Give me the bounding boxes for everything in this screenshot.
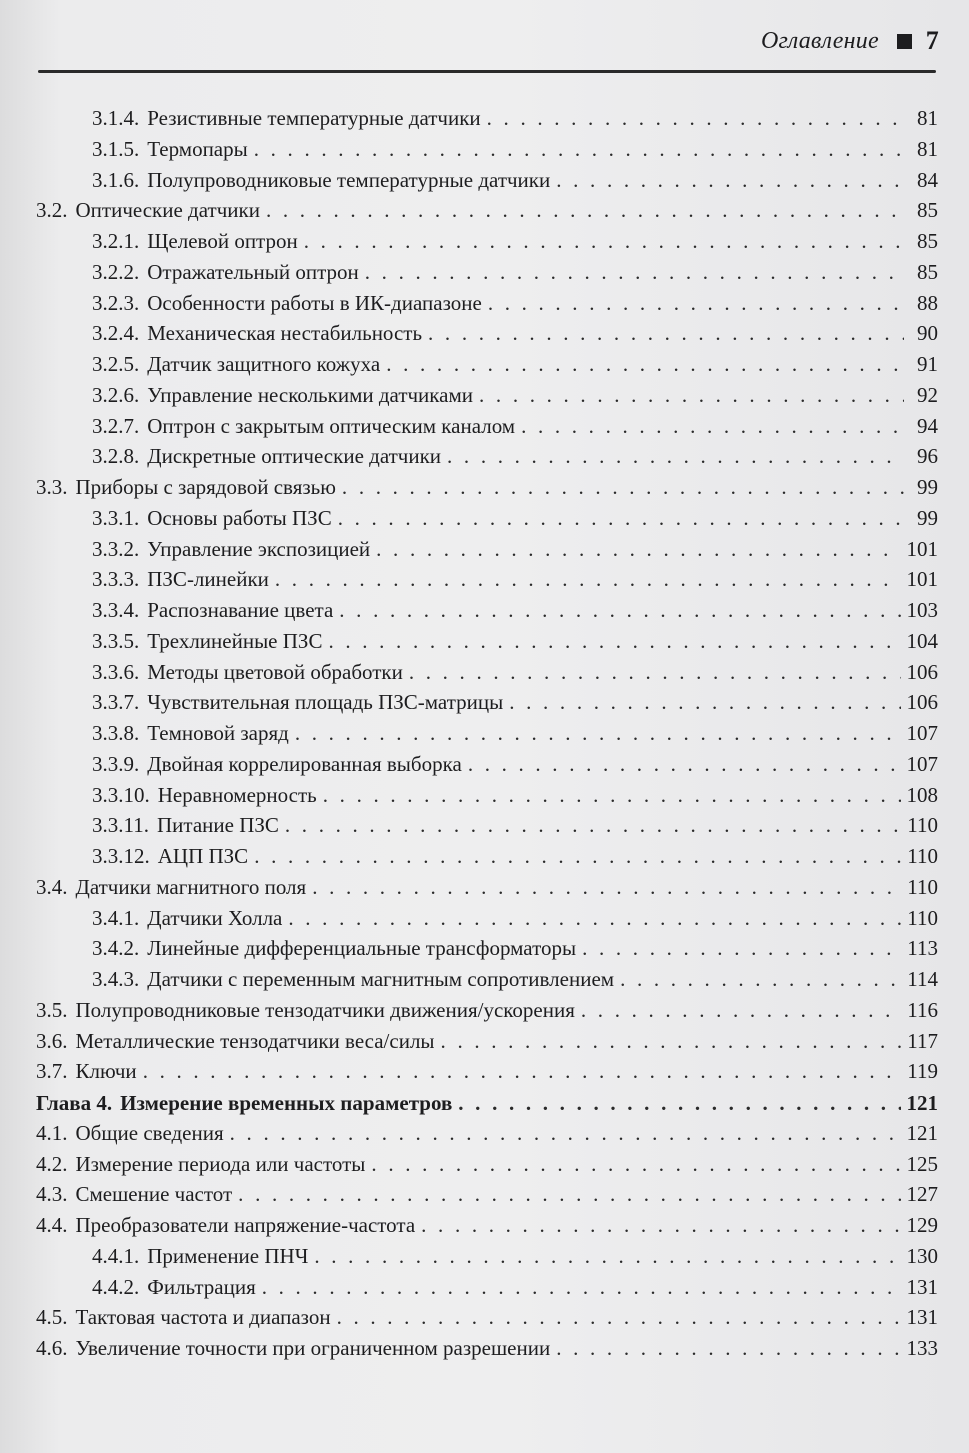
toc-entry-title: [92, 1272, 256, 1303]
toc-entry-text: Применение ПНЧ: [147, 1243, 309, 1268]
dot-leader: [620, 964, 901, 995]
toc-entry-number: 3.3.1.: [92, 505, 140, 530]
toc-entry-text: Чувствительная площадь ПЗС-матрицы: [147, 690, 504, 715]
toc-entry-number: 4.2.: [36, 1151, 68, 1176]
toc-entry-title: [92, 349, 380, 380]
toc-entry: [92, 749, 938, 780]
toc-entry-text: Щелевой оптрон: [147, 229, 298, 253]
toc-entry-title: [92, 411, 515, 442]
toc-entry-number: 3.2.: [36, 198, 68, 223]
dot-leader: [468, 749, 901, 780]
dot-leader: [521, 411, 904, 442]
toc-entry: [92, 687, 938, 718]
toc-entry-number: 3.1.6.: [92, 167, 140, 192]
toc-entry: [92, 1241, 938, 1272]
toc-entry-text: Датчики Холла: [147, 905, 283, 930]
toc-entry: [92, 841, 938, 872]
toc-entry-page: 94: [917, 413, 938, 438]
toc-entry-title: [92, 103, 481, 134]
toc-entry-page: 81: [917, 106, 938, 130]
dot-leader: [365, 257, 904, 288]
toc-entry-number: 4.1.: [36, 1120, 68, 1145]
toc-entry-text: Управление экспозицией: [147, 536, 371, 561]
toc-entry-text: Отражательный оптрон: [147, 259, 359, 284]
toc-entry: [36, 1210, 938, 1241]
dot-leader: [238, 1179, 900, 1210]
dot-leader: [386, 349, 904, 380]
toc-entry-title: [36, 1118, 224, 1149]
toc-entry-number: 3.3.: [36, 475, 68, 499]
toc-entry-text: Тактовая частота и диапазон: [75, 1305, 331, 1330]
toc-entry: [92, 165, 938, 196]
toc-entry: [36, 872, 938, 903]
dot-leader: [556, 1333, 900, 1364]
toc-entry-text: Оптрон с закрытым оптическим каналом: [147, 413, 516, 438]
toc-entry: [92, 903, 938, 934]
toc-entry: [92, 626, 938, 657]
toc-entry-title: [92, 903, 282, 934]
toc-entry: [92, 534, 938, 565]
toc-entry-text: Приборы с зарядовой связью: [75, 475, 336, 499]
toc-entry-page: 101: [906, 536, 938, 561]
toc-entry-text: Оптические датчики: [75, 198, 260, 223]
toc-entry-title: [92, 503, 332, 534]
toc-entry-page: 110: [907, 813, 938, 838]
toc-entry: [92, 318, 938, 349]
toc-entry-number: 4.4.2.: [92, 1274, 140, 1299]
toc-entry-text: Ключи: [75, 1059, 137, 1084]
dot-leader: [488, 288, 904, 319]
toc-entry-page: 129: [906, 1213, 938, 1237]
toc-entry: [92, 441, 938, 472]
toc-entry-number: 4.4.: [36, 1213, 68, 1237]
toc-entry-text: Датчики с переменным магнитным сопротивлением: [147, 967, 615, 991]
toc-entry-number: 3.2.1.: [92, 229, 140, 253]
toc-entry-text: Особенности работы в ИК-диапазоне: [147, 290, 482, 315]
dot-leader: [288, 903, 901, 934]
toc-entry-page: 96: [917, 444, 938, 469]
dot-leader: [421, 1210, 900, 1241]
toc-entry-number: Глава 4.: [36, 1091, 113, 1115]
toc-entry-text: Трехлинейные ПЗС: [147, 628, 323, 653]
dot-leader: [314, 1241, 900, 1272]
running-header: [761, 26, 939, 56]
toc-entry-page: 107: [906, 751, 938, 776]
toc-entry-title: [92, 687, 503, 718]
toc-entry-title: [92, 810, 279, 841]
toc-entry-page: 84: [917, 167, 938, 192]
dot-leader: [447, 441, 904, 472]
dot-leader: [230, 1118, 901, 1149]
toc-entry-text: Увеличение точности при ограниченном разрешении: [75, 1336, 551, 1360]
toc-entry-page: 125: [906, 1151, 938, 1176]
toc-entry-page: 110: [907, 905, 938, 930]
toc-entry-text: Неравномерность: [157, 782, 317, 807]
toc-entry-title: [36, 1302, 331, 1333]
toc-entry-page: 131: [906, 1305, 938, 1330]
toc-entry-text: Фильтрация: [147, 1274, 256, 1299]
toc-entry-page: 117: [907, 1028, 938, 1053]
toc-entry-number: 3.1.5.: [92, 136, 140, 161]
dot-leader: [266, 195, 904, 226]
toc-entry-title: [36, 1179, 232, 1210]
toc-entry-title: [36, 1333, 550, 1364]
toc-entry-text: Датчик защитного кожуха: [147, 352, 381, 376]
toc-entry-page: 133: [906, 1336, 938, 1360]
dot-leader: [312, 872, 901, 903]
toc-entry-title: [92, 657, 403, 688]
toc-entry: [92, 718, 938, 749]
toc-entry: [92, 595, 938, 626]
toc-entry-text: Преобразователи напряжение-частота: [75, 1213, 416, 1237]
dot-leader: [338, 503, 904, 534]
toc-entry: [92, 810, 938, 841]
toc-entry-number: 3.4.1.: [92, 905, 140, 930]
toc-entry-title: [92, 595, 333, 626]
toc-entry: [36, 1302, 938, 1333]
toc-entry-text: Дискретные оптические датчики: [147, 444, 442, 469]
toc-entry-title: [92, 564, 269, 595]
toc-entry-number: 3.2.2.: [92, 259, 140, 284]
toc-entry-title: [92, 165, 550, 196]
toc-entry-title: [92, 780, 317, 811]
toc-entry: [92, 1272, 938, 1303]
dot-leader: [339, 595, 900, 626]
toc-entry-page: 116: [907, 997, 938, 1022]
toc-entry-page: 127: [906, 1182, 938, 1207]
toc-entry: [92, 288, 938, 319]
toc-entry: [92, 134, 938, 165]
toc-entry-page: 104: [906, 628, 938, 653]
toc-entry-page: 99: [917, 505, 938, 530]
toc-entry-text: Датчики магнитного поля: [75, 874, 307, 899]
toc-entry: [36, 1118, 938, 1149]
toc-entry-title: [92, 1241, 308, 1272]
toc-entry-number: 3.3.2.: [92, 536, 140, 561]
toc-entry-title: [36, 1149, 365, 1180]
toc-entry-text: Смешение частот: [75, 1182, 233, 1207]
toc-entry-title: [92, 134, 248, 165]
toc-chapter-entry: [36, 1088, 938, 1119]
toc-entry: [92, 503, 938, 534]
dot-leader: [143, 1056, 902, 1087]
toc-entry: [92, 226, 938, 257]
toc-entry: [92, 564, 938, 595]
toc-entry-page: 91: [917, 352, 938, 376]
toc-entry-number: 3.6.: [36, 1028, 68, 1053]
toc-entry-page: 90: [917, 321, 938, 346]
dot-leader: [582, 933, 901, 964]
toc-entry-title: [92, 964, 614, 995]
toc-entry-text: Измерение временных параметров: [120, 1091, 453, 1115]
dot-leader: [275, 564, 901, 595]
toc-entry-text: Питание ПЗС: [156, 813, 279, 838]
toc-entry: [36, 1179, 938, 1210]
toc-entry-page: 85: [917, 198, 938, 223]
dot-leader: [479, 380, 904, 411]
toc-entry-title: [92, 441, 441, 472]
dot-leader: [337, 1302, 901, 1333]
toc-entry: [36, 995, 938, 1026]
toc-entry-text: ПЗС-линейки: [147, 567, 269, 592]
dot-leader: [376, 534, 900, 565]
toc-entry-page: 110: [907, 844, 938, 868]
toc-entry-number: 4.6.: [36, 1336, 68, 1360]
toc-entry-title: [92, 288, 482, 319]
dot-leader: [428, 318, 904, 349]
toc-entry-number: 3.3.11.: [92, 813, 149, 838]
header-rule: [38, 70, 936, 73]
dot-leader: [409, 657, 901, 688]
toc-entry: [36, 1056, 938, 1087]
toc-entry: [92, 257, 938, 288]
toc-entry-title: [92, 318, 422, 349]
dot-leader: [509, 687, 900, 718]
toc-entry: [36, 1026, 938, 1057]
toc-entry-number: 3.2.5.: [92, 352, 140, 376]
dot-leader: [304, 226, 904, 257]
toc-entry-number: 3.3.6.: [92, 659, 140, 684]
toc-entry-number: 3.3.5.: [92, 628, 140, 653]
toc-entry-text: Полупроводниковые температурные датчики: [147, 167, 551, 192]
toc-entry-text: Механическая нестабильность: [147, 321, 423, 346]
toc-entry-number: 3.3.12.: [92, 844, 150, 868]
toc-entry-page: 85: [917, 259, 938, 284]
dot-leader: [441, 1026, 902, 1057]
toc-entry-number: 4.4.1.: [92, 1243, 140, 1268]
dot-leader: [254, 841, 901, 872]
dot-leader: [262, 1272, 901, 1303]
toc-entry-page: 81: [917, 136, 938, 161]
toc-entry: [92, 411, 938, 442]
toc-entry-number: 3.4.2.: [92, 936, 140, 961]
toc-entry: [36, 1149, 938, 1180]
toc-entry-text: Общие сведения: [75, 1120, 224, 1145]
toc-entry-number: 3.4.3.: [92, 967, 140, 991]
toc-entry: [92, 380, 938, 411]
toc-entry-text: Темновой заряд: [147, 721, 289, 745]
toc-entry-number: 3.2.6.: [92, 382, 140, 407]
toc-entry-text: Термопары: [147, 136, 248, 161]
toc-entry-number: 3.3.8.: [92, 721, 140, 745]
toc-entry-text: Управление несколькими датчиками: [147, 382, 474, 407]
toc-entry: [92, 933, 938, 964]
running-header-title: Оглавление: [760, 27, 879, 54]
page-number: 7: [925, 26, 939, 55]
toc-entry-title: [92, 380, 473, 411]
toc-entry-title: [92, 226, 298, 257]
toc-entry-title: [92, 933, 576, 964]
toc-entry-title: [36, 195, 260, 226]
toc-entry-number: 4.3.: [36, 1182, 68, 1207]
toc-entry: [92, 349, 938, 380]
toc-entry-page: 85: [917, 229, 938, 253]
toc-entry-text: Измерение периода или частоты: [75, 1151, 366, 1176]
toc-entry-number: 3.1.4.: [92, 106, 140, 130]
toc-entry-text: Основы работы ПЗС: [147, 505, 332, 530]
toc-entry-page: 88: [917, 290, 938, 315]
toc-entry-title: [36, 995, 575, 1026]
toc-entry-number: 3.3.3.: [92, 567, 140, 592]
toc-entry-title: [36, 872, 306, 903]
toc-entry-text: Линейные дифференциальные трансформаторы: [147, 936, 577, 961]
toc-entry-page: 121: [906, 1120, 938, 1145]
toc-entry: [92, 103, 938, 134]
toc-entry-text: Распознавание цвета: [147, 598, 334, 622]
toc-entry-page: 107: [906, 721, 938, 745]
toc-entry-number: 3.3.9.: [92, 751, 140, 776]
toc-entry-number: 3.2.3.: [92, 290, 140, 315]
toc-entry-page: 110: [907, 874, 938, 899]
toc-entry-page: 92: [917, 382, 938, 407]
toc-entry-title: [36, 1056, 137, 1087]
toc-entry-page: 101: [906, 567, 938, 592]
toc-entry-page: 103: [906, 598, 938, 622]
toc-entry: [36, 1333, 938, 1364]
toc-entry: [36, 195, 938, 226]
toc-entry-page: 106: [906, 690, 938, 715]
toc-entry: [92, 780, 938, 811]
toc-entry-title: [92, 841, 248, 872]
toc-entry-number: 3.4.: [36, 874, 68, 899]
toc-entry-text: Методы цветовой обработки: [147, 659, 403, 684]
toc-entry-number: 3.3.10.: [92, 782, 150, 807]
dot-leader: [295, 718, 901, 749]
toc-entry-title: [36, 1088, 452, 1119]
toc-entry-number: 3.2.4.: [92, 321, 140, 346]
toc-entry-number: 3.2.7.: [92, 413, 140, 438]
toc-entry-text: Резистивные температурные датчики: [147, 106, 481, 130]
dot-leader: [581, 995, 901, 1026]
toc-entry-text: АЦП ПЗС: [157, 844, 249, 868]
toc-entry-page: 108: [906, 782, 938, 807]
toc-entry-page: 99: [917, 475, 938, 499]
dot-leader: [487, 103, 904, 134]
toc-entry: [36, 472, 938, 503]
toc-entry-page: 131: [906, 1274, 938, 1299]
toc-entry-page: 119: [907, 1059, 938, 1084]
toc-entry-number: 4.5.: [36, 1305, 68, 1330]
dot-leader: [328, 626, 900, 657]
dot-leader: [254, 134, 904, 165]
toc-entry-title: [92, 749, 462, 780]
toc-entry-title: [36, 472, 336, 503]
toc-entry-title: [36, 1026, 435, 1057]
toc-entry-text: Полупроводниковые тензодатчики движения/ускорения: [75, 997, 575, 1022]
dot-leader: [342, 472, 904, 503]
toc-entry: [92, 964, 938, 995]
dot-leader: [556, 165, 904, 196]
toc-entry-text: Двойная коррелированная выборка: [147, 751, 462, 776]
toc-entry-title: [92, 257, 359, 288]
toc-entry-title: [92, 534, 370, 565]
toc-entry-title: [36, 1210, 415, 1241]
toc-entry-page: 130: [906, 1243, 938, 1268]
toc-entry-number: 3.3.4.: [92, 598, 140, 622]
toc-entry-page: 114: [907, 967, 938, 991]
toc-entry: [92, 657, 938, 688]
square-bullet-icon: [897, 34, 912, 49]
toc-entry-number: 3.3.7.: [92, 690, 140, 715]
toc-entry-title: [92, 718, 289, 749]
toc-entry-title: [92, 626, 322, 657]
dot-leader: [285, 810, 901, 841]
dot-leader: [371, 1149, 900, 1180]
toc-entry-page: 113: [907, 936, 938, 961]
dot-leader: [323, 780, 901, 811]
toc-entry-text: Металлические тензодатчики веса/силы: [75, 1028, 435, 1053]
toc-entry-page: 106: [906, 659, 938, 684]
toc-entry-page: 121: [906, 1091, 938, 1115]
toc-entry-number: 3.5.: [36, 997, 68, 1022]
toc-entry-number: 3.2.8.: [92, 444, 140, 469]
toc-entry-number: 3.7.: [36, 1059, 68, 1084]
dot-leader: [458, 1088, 900, 1119]
